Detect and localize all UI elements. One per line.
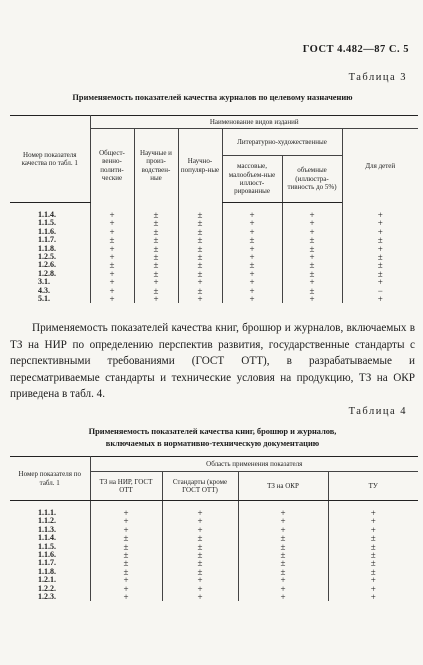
- t3-cell: +: [282, 211, 342, 219]
- t4-cell: +: [162, 526, 238, 534]
- t3-cell: +: [90, 278, 134, 286]
- t3-cell: ±: [178, 245, 222, 253]
- t3-cell: ±: [282, 261, 342, 269]
- t4-cell: +: [328, 585, 418, 593]
- t3-cell: +: [282, 253, 342, 261]
- t4-cell: +: [328, 576, 418, 584]
- t3-cell: ±: [134, 287, 178, 295]
- t3-cell: +: [178, 278, 222, 286]
- t3-cell: ±: [134, 219, 178, 227]
- t3-cell: ±: [282, 236, 342, 244]
- t4-cell: ±: [162, 534, 238, 542]
- t4-cell: ±: [90, 559, 162, 567]
- t4-row-code: 1.2.2.: [38, 583, 56, 593]
- t4-group-header: Область применения показателя: [90, 457, 418, 472]
- t4-row-code: 1.1.6.: [38, 550, 56, 560]
- t4-cell: +: [162, 509, 238, 517]
- t3-cell: ±: [282, 245, 342, 253]
- table-row: [10, 585, 418, 593]
- t4-cell: ±: [328, 543, 418, 551]
- t4-col-standards: Стандарты (кроме ГОСТ ОТТ): [162, 472, 238, 501]
- t3-cell: +: [282, 219, 342, 227]
- t4-cell: ±: [90, 534, 162, 542]
- t3-cell: ±: [178, 261, 222, 269]
- t4-cell: +: [90, 517, 162, 525]
- t4-cell: ±: [90, 568, 162, 576]
- t4-cell: ±: [238, 551, 328, 559]
- t3-cell: +: [282, 228, 342, 236]
- t3-cell: +: [342, 278, 418, 286]
- table4-title-line2: включаемых в нормативно-техническую документацию: [105, 439, 320, 448]
- t4-cell: ±: [238, 534, 328, 542]
- t3-cell: ±: [178, 253, 222, 261]
- t4-cell: +: [238, 585, 328, 593]
- t3-cell: +: [90, 219, 134, 227]
- table-row: [10, 261, 418, 269]
- table-row: [10, 534, 418, 542]
- t3-cell: ±: [134, 245, 178, 253]
- t3-cell: +: [90, 270, 134, 278]
- t3-cell: +: [90, 228, 134, 236]
- t3-cell: +: [178, 295, 222, 303]
- t3-col-scientific: Научные и произ-водствен-ные: [134, 129, 178, 203]
- t3-cell: −: [342, 287, 418, 295]
- t3-cell: ±: [342, 253, 418, 261]
- t4-row-code: 1.1.3.: [38, 524, 56, 534]
- page-header: ГОСТ 4.482—87 С. 5: [302, 44, 409, 55]
- t3-col-number: Номер показателя качества по табл. 1: [10, 116, 90, 203]
- t3-cell: ±: [342, 270, 418, 278]
- t4-row-code: 1.1.8.: [38, 566, 56, 576]
- t3-cell: ±: [178, 270, 222, 278]
- t3-cell: ±: [282, 287, 342, 295]
- t3-cell: +: [222, 211, 282, 219]
- t3-cell: +: [134, 295, 178, 303]
- t3-cell: +: [90, 253, 134, 261]
- t4-cell: +: [90, 585, 162, 593]
- t4-cell: +: [90, 526, 162, 534]
- table-row: [10, 245, 418, 253]
- table3: [10, 115, 418, 303]
- table-row: [10, 295, 418, 303]
- t4-cell: ±: [328, 559, 418, 567]
- t4-cell: +: [162, 576, 238, 584]
- t4-cell: ±: [90, 543, 162, 551]
- t3-cell: +: [222, 245, 282, 253]
- t4-row-code: 1.2.1.: [38, 575, 56, 585]
- t4-cell: +: [328, 517, 418, 525]
- t4-cell: +: [162, 517, 238, 525]
- t3-cell: ±: [90, 261, 134, 269]
- t4-cell: +: [328, 593, 418, 601]
- t3-cell: +: [222, 295, 282, 303]
- table4-label: Таблица 4: [348, 406, 407, 417]
- t4-col-number: Номер показателя по табл. 1: [10, 457, 90, 501]
- t4-cell: +: [162, 585, 238, 593]
- t3-cell: +: [222, 228, 282, 236]
- t3-cell: +: [90, 211, 134, 219]
- t3-cell: ±: [178, 228, 222, 236]
- table-row: [10, 509, 418, 517]
- t4-cell: ±: [328, 568, 418, 576]
- t4-cell: ±: [162, 568, 238, 576]
- t3-row-code: 1.2.6.: [38, 260, 56, 270]
- t3-row-code: 1.1.7.: [38, 235, 56, 245]
- table4-title: [10, 426, 415, 450]
- t4-cell: ±: [162, 543, 238, 551]
- t3-cell: +: [222, 219, 282, 227]
- t4-cell: ±: [328, 551, 418, 559]
- t3-cell: +: [90, 245, 134, 253]
- t3-cell: +: [222, 287, 282, 295]
- t3-cell: ±: [178, 236, 222, 244]
- t3-cell: ±: [178, 211, 222, 219]
- t4-row-code: 1.1.2.: [38, 516, 56, 526]
- t3-cell: +: [342, 245, 418, 253]
- t3-cell: ±: [178, 219, 222, 227]
- t4-row-code: 1.1.5.: [38, 541, 56, 551]
- table-row: [10, 278, 418, 286]
- t3-row-code: 1.1.8.: [38, 243, 56, 253]
- t4-cell: +: [238, 509, 328, 517]
- t3-row-code: 5.1.: [38, 294, 50, 304]
- t3-cell: +: [342, 211, 418, 219]
- t3-cell: ±: [222, 261, 282, 269]
- table3-title: Применяемость показателей качества журналов по целевому назначению: [72, 93, 353, 102]
- body-paragraph: [10, 320, 415, 403]
- t3-group-header: Наименование видов изданий: [90, 116, 418, 129]
- table-row: [10, 517, 418, 525]
- table-row: [10, 576, 418, 584]
- t4-col-tz-okr: ТЗ на ОКР: [238, 472, 328, 501]
- table-row: [10, 551, 418, 559]
- t4-cell: +: [328, 509, 418, 517]
- t3-cell: +: [222, 253, 282, 261]
- t4-cell: +: [90, 576, 162, 584]
- t4-cell: +: [238, 526, 328, 534]
- t4-cell: ±: [238, 559, 328, 567]
- t4-cell: +: [238, 517, 328, 525]
- t3-cell: +: [342, 219, 418, 227]
- t4-cell: +: [328, 526, 418, 534]
- t3-cell: ±: [222, 236, 282, 244]
- t3-cell: ±: [90, 236, 134, 244]
- table-row: [10, 287, 418, 295]
- t3-cell: ±: [342, 236, 418, 244]
- t3-cell: +: [282, 278, 342, 286]
- t4-row-code: 1.2.3.: [38, 592, 56, 602]
- t4-cell: ±: [162, 551, 238, 559]
- t3-cell: +: [90, 287, 134, 295]
- table-row: [10, 236, 418, 244]
- t4-col-tz-nir: ТЗ на НИР, ГОСТ ОТТ: [90, 472, 162, 501]
- paragraph-text: Применяемость показателей качества книг, брошюр и журналов, включаемых в ТЗ на НИР по определению перспектив развития, государственные стандарты с перспективными требованиями (ГОСТ ОТТ), в разрабатываемые и пересматриваемые стандарты и технические условия на продукцию, ТЗ на ОКР приведена в табл. 4.: [10, 322, 415, 400]
- t3-cell: ±: [342, 261, 418, 269]
- t3-row-code: 1.1.5.: [38, 218, 56, 228]
- t4-row-code: 1.1.1.: [38, 508, 56, 517]
- t3-cell: ±: [282, 270, 342, 278]
- t4-cell: ±: [162, 559, 238, 567]
- t3-cell: +: [342, 228, 418, 236]
- table-row: [10, 543, 418, 551]
- table-row: [10, 253, 418, 261]
- t3-row-code: 1.2.8.: [38, 268, 56, 278]
- t3-lit-group: Литературно-художественные: [222, 129, 342, 156]
- t4-cell: +: [90, 509, 162, 517]
- t3-col-volume: объемные (иллюстра-тивность до 5%): [282, 156, 342, 203]
- table4-title-line1: Применяемость показателей качества книг, брошюр и журналов,: [88, 427, 337, 436]
- t3-col-popular: Научно-популяр-ные: [178, 129, 222, 203]
- t4-row-code: 1.1.4.: [38, 533, 56, 543]
- t3-col-children: Для детей: [342, 129, 418, 203]
- t4-col-tu: ТУ: [328, 472, 418, 501]
- t3-row-code: 1.2.5.: [38, 252, 56, 262]
- table4: [10, 456, 418, 601]
- t4-cell: +: [238, 593, 328, 601]
- table-row: [10, 593, 418, 601]
- t3-cell: ±: [178, 287, 222, 295]
- t4-cell: +: [90, 593, 162, 601]
- table3-label: Таблица 3: [348, 72, 407, 83]
- table-row: [10, 568, 418, 576]
- t3-col-mass: массовые, малообъем-ные иллюст-рированные: [222, 156, 282, 203]
- table-row: [10, 526, 418, 534]
- t3-row-code: 3.1.: [38, 277, 50, 287]
- t3-row-code: 1.1.6.: [38, 226, 56, 236]
- t4-cell: +: [162, 593, 238, 601]
- t3-cell: ±: [134, 236, 178, 244]
- t4-row-code: 1.1.7.: [38, 558, 56, 568]
- t3-col-social: Общест-венно-полити-ческие: [90, 129, 134, 203]
- t3-cell: +: [90, 295, 134, 303]
- table-row: [10, 270, 418, 278]
- t3-row-code: 4.3.: [38, 285, 50, 295]
- t3-cell: +: [134, 278, 178, 286]
- t4-cell: ±: [90, 551, 162, 559]
- t3-cell: ±: [134, 228, 178, 236]
- t4-cell: ±: [238, 568, 328, 576]
- t3-cell: ±: [134, 261, 178, 269]
- table-row: [10, 219, 418, 227]
- t3-cell: ±: [134, 211, 178, 219]
- t4-cell: +: [238, 576, 328, 584]
- t3-cell: +: [222, 270, 282, 278]
- t3-cell: +: [222, 278, 282, 286]
- t3-cell: ±: [134, 270, 178, 278]
- table-row: [10, 228, 418, 236]
- table-row: [10, 211, 418, 219]
- t4-cell: ±: [328, 534, 418, 542]
- t4-cell: ±: [238, 543, 328, 551]
- t3-row-code: 1.1.4.: [38, 210, 56, 219]
- table-row: [10, 559, 418, 567]
- t3-cell: +: [342, 295, 418, 303]
- t3-cell: +: [282, 295, 342, 303]
- t3-cell: ±: [134, 253, 178, 261]
